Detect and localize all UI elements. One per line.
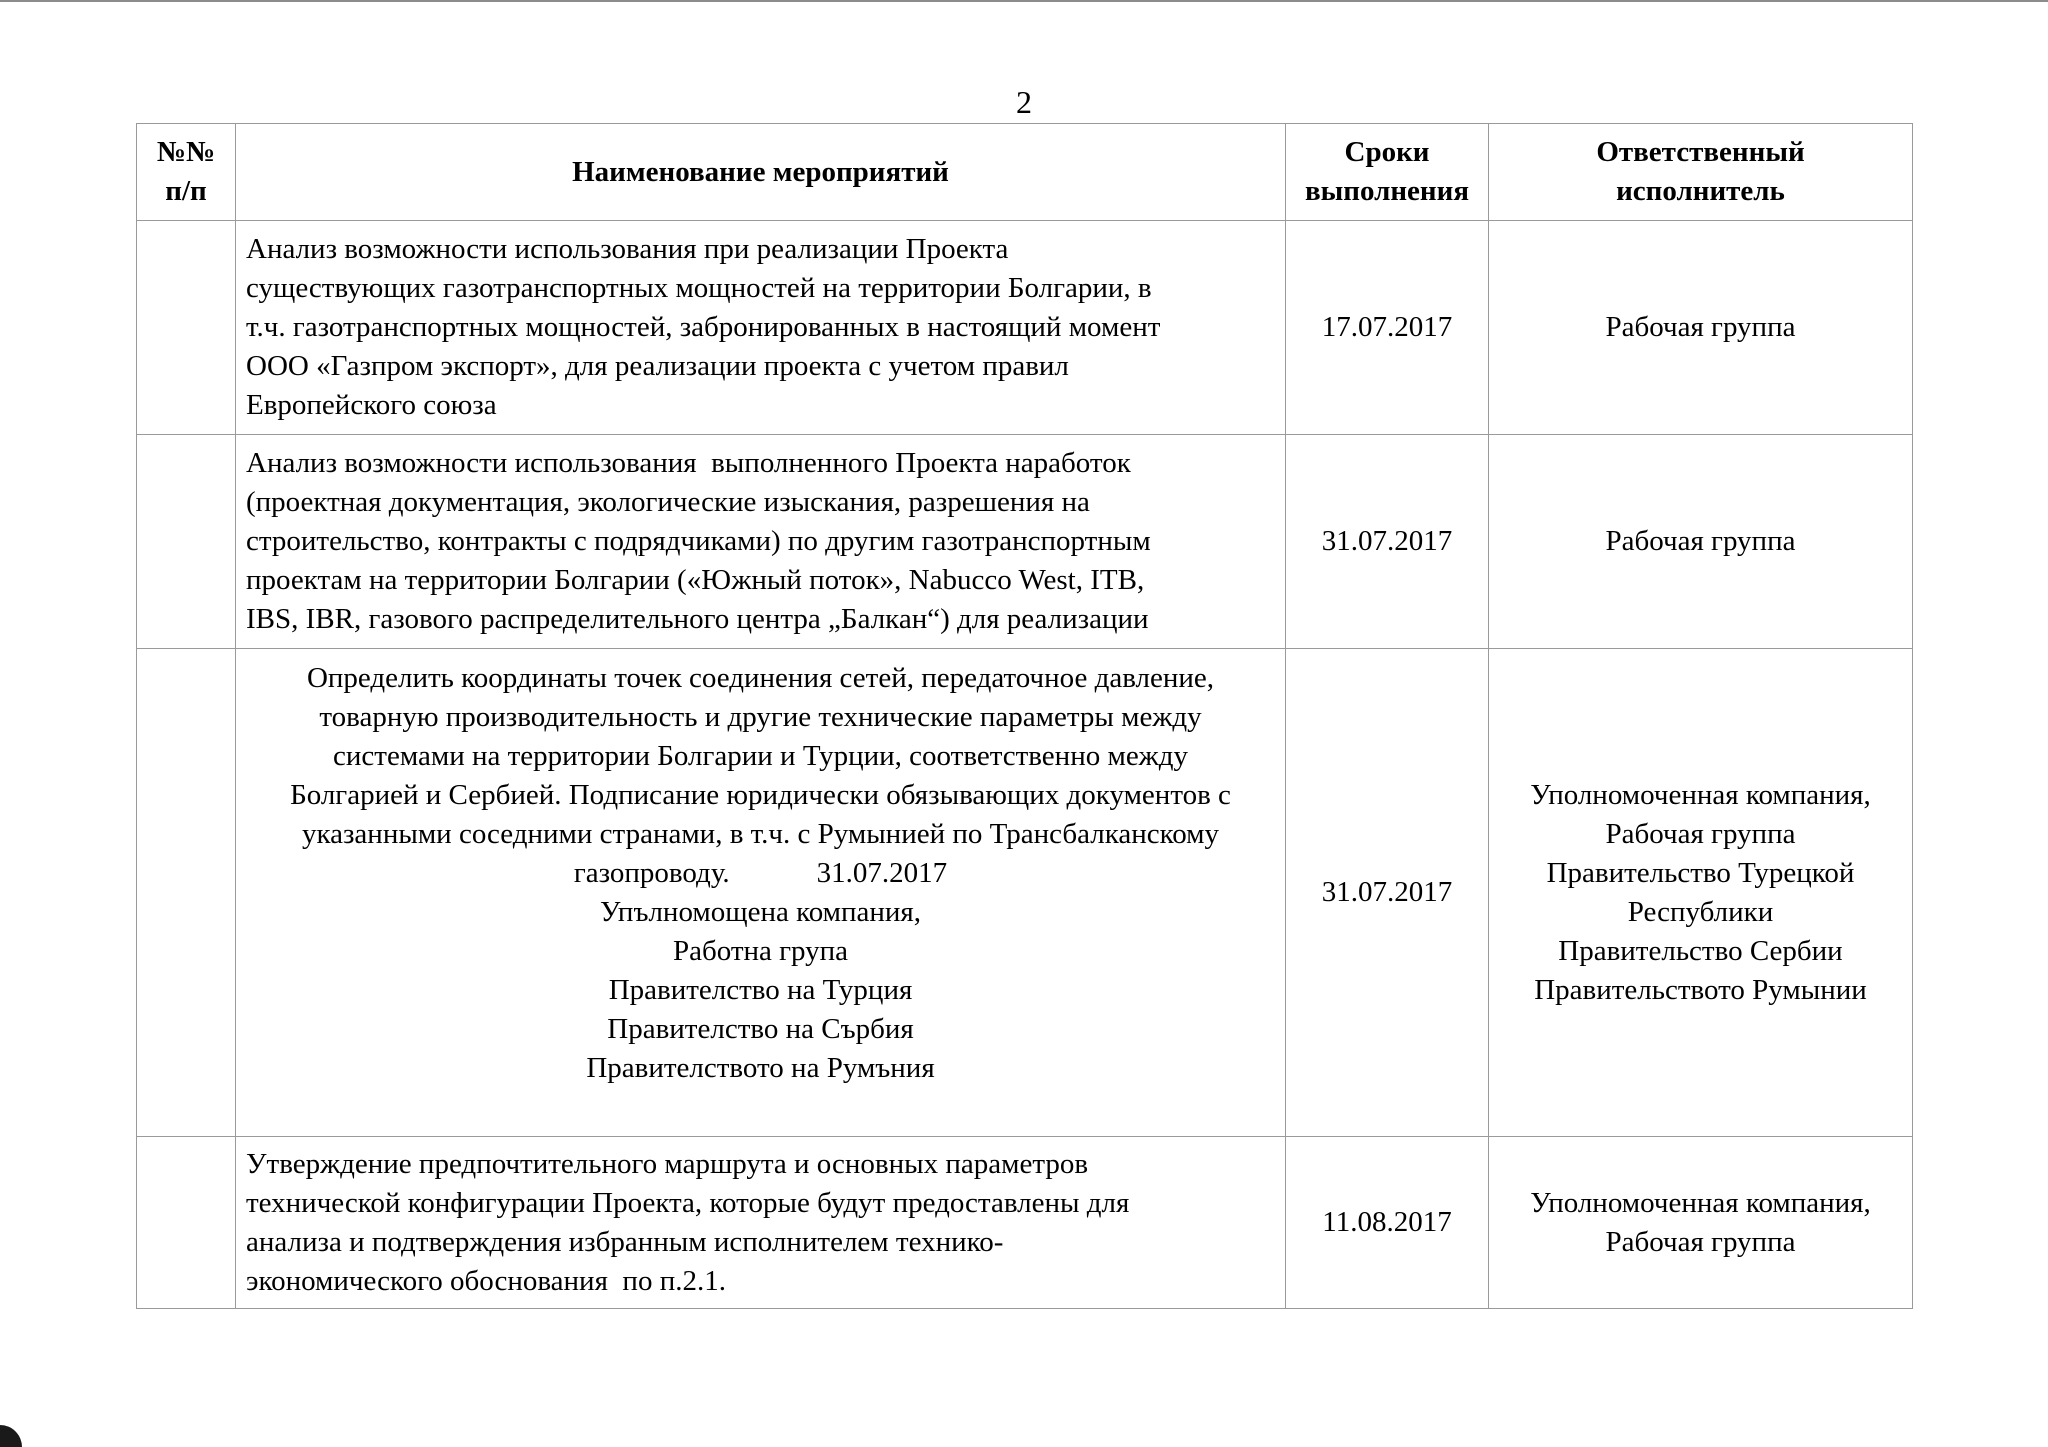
page-corner-shadow: [0, 1425, 22, 1447]
header-responsible-line-2: исполнитель: [1616, 175, 1785, 207]
header-num-line-2: п/п: [165, 175, 207, 207]
row-number-cell: [137, 221, 236, 435]
row-number-cell: [137, 1137, 236, 1309]
activity-line: товарную производительность и другие технические параметры между: [319, 701, 1202, 733]
responsible-line: Правительство Турецкой: [1546, 856, 1855, 889]
deadline-cell: 11.08.2017: [1286, 1137, 1489, 1309]
activity-line: Определить координаты точек соединения сетей, передаточное давление,: [306, 662, 1215, 694]
responsible-line: Правительство Сербии: [1558, 934, 1843, 967]
activity-line: системами на территории Болгарии и Турции, соответственно между: [333, 740, 1188, 772]
page-number: 2: [1016, 84, 1032, 120]
activity-line: Правителство на Турция: [608, 974, 913, 1006]
activity-line: технической конфигурации Проекта, которые будут предоставлены для: [246, 1186, 1130, 1219]
header-num-line-1: №№: [156, 136, 216, 168]
activity-line: IBS, IBR, газового распределительного центра „Балкан“) для реализации: [246, 603, 1149, 635]
activity-line: Правителство на Сърбия: [607, 1013, 914, 1045]
header-num: [137, 124, 236, 221]
responsible-line: Рабочая группа: [1605, 311, 1796, 343]
header-date-line-2: выполнения: [1304, 175, 1470, 207]
responsible-line: Рабочая группа: [1605, 525, 1796, 557]
responsible-line: Уполномоченная компания,: [1530, 1186, 1871, 1219]
header-date: [1286, 124, 1489, 221]
activity-line: проектам на территории Болгарии («Южный поток», Nabucco West, ITB,: [246, 564, 1145, 596]
activity-line: анализа и подтверждения избранным исполнителем технико-: [246, 1225, 1004, 1258]
page-top-edge: [0, 0, 2048, 2]
activity-line: экономического обоснования по п.2.1.: [246, 1264, 726, 1297]
activity-line: газопроводу. 31.07.2017: [573, 857, 948, 889]
responsible-cell: [1489, 435, 1913, 649]
header-date-line-1: Сроки: [1344, 136, 1430, 168]
table-row: [137, 1137, 1913, 1309]
responsible-line: Рабочая группа: [1605, 1225, 1796, 1258]
header-name: [236, 124, 1286, 221]
responsible-cell: [1489, 649, 1913, 1137]
responsible-line: Правительството Румынии: [1534, 973, 1867, 1006]
table-row: [137, 649, 1913, 1137]
responsible-line: Республики: [1627, 895, 1774, 928]
deadline-cell: 31.07.2017: [1286, 435, 1489, 649]
activity-cell: [236, 1137, 1286, 1309]
row-number-cell: [137, 435, 236, 649]
activity-line: т.ч. газотранспортных мощностей, забронированных в настоящий момент: [246, 311, 1161, 343]
activity-cell: [236, 649, 1286, 1137]
activity-line: Анализ возможности использования при реализации Проекта: [246, 233, 1009, 265]
responsible-line: Уполномоченная компания,: [1530, 778, 1871, 811]
table-row: [137, 435, 1913, 649]
responsible-cell: [1489, 221, 1913, 435]
activity-line: Правителството на Румъния: [586, 1052, 935, 1084]
header-responsible-line-1: Ответственный: [1596, 136, 1805, 168]
activity-line: Упълномощена компания,: [599, 896, 922, 928]
deadline-cell: 17.07.2017: [1286, 221, 1489, 435]
activity-line: Анализ возможности использования выполненного Проекта наработок: [246, 447, 1131, 479]
activity-line: существующих газотранспортных мощностей на территории Болгарии, в: [246, 272, 1152, 304]
activities-table: [136, 123, 1913, 1309]
activity-line: (проектная документация, экологические изыскания, разрешения на: [246, 486, 1090, 518]
deadline-cell: 31.07.2017: [1286, 649, 1489, 1137]
activity-cell: [236, 435, 1286, 649]
activity-line: указанными соседними странами, в т.ч. с Румынией по Трансбалканскому: [301, 818, 1220, 850]
activity-cell: [236, 221, 1286, 435]
row-number-cell: [137, 649, 236, 1137]
activity-line: Европейского союза: [246, 389, 497, 421]
activity-line: строительство, контракты с подрядчиками) по другим газотранспортным: [246, 525, 1151, 557]
activity-line: Утверждение предпочтительного маршрута и основных параметров: [246, 1147, 1089, 1180]
responsible-line: Рабочая группа: [1605, 817, 1796, 850]
activity-line: ООО «Газпром экспорт», для реализации проекта с учетом правил: [246, 350, 1069, 382]
header-name-label: Наименование мероприятий: [572, 155, 949, 188]
activity-line: Болгарией и Сербией. Подписание юридически обязывающих документов с: [290, 779, 1231, 811]
activity-line: Работна група: [672, 935, 849, 967]
table-header-row: [137, 124, 1913, 221]
responsible-cell: [1489, 1137, 1913, 1309]
table-row: [137, 221, 1913, 435]
header-responsible: [1489, 124, 1913, 221]
